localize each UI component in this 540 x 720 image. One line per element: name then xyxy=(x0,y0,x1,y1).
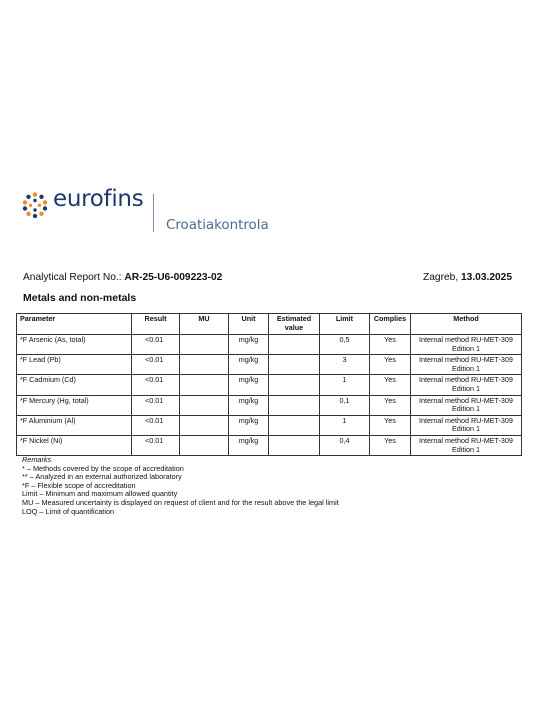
report-number: AR-25-U6-009223-02 xyxy=(124,272,223,283)
cell-complies: Yes xyxy=(370,375,411,395)
cell-limit: 1 xyxy=(320,415,370,435)
cell-method xyxy=(411,335,522,355)
cell-parameter: *F Cadmium (Cd) xyxy=(17,375,132,395)
table-header-row xyxy=(17,314,522,335)
col-header-mu: MU xyxy=(180,314,229,335)
cell-mu xyxy=(180,395,229,415)
method-name: Internal method RU-MET-309 xyxy=(419,375,513,385)
table-row xyxy=(17,435,522,455)
cell-estimated xyxy=(269,435,320,455)
cell-method xyxy=(411,415,522,435)
brand-name: eurofins xyxy=(53,186,144,212)
report-date-line xyxy=(423,272,512,283)
report-number-label: Analytical Report No.: xyxy=(23,272,125,283)
cell-estimated xyxy=(269,375,320,395)
table-row xyxy=(17,355,522,375)
section-title: Metals and non-metals xyxy=(23,292,137,304)
logo-divider xyxy=(153,194,154,232)
remark-line: *F – Flexible scope of accreditation xyxy=(22,480,136,490)
cell-parameter: *F Arsenic (As, total) xyxy=(17,335,132,355)
cell-complies: Yes xyxy=(370,415,411,435)
col-header-result: Result xyxy=(132,314,180,335)
table-row xyxy=(17,375,522,395)
cell-method xyxy=(411,395,522,415)
remark-line: LOQ – Limit of quantification xyxy=(22,506,115,516)
method-edition: Edition 1 xyxy=(452,424,480,434)
cell-result: <0.01 xyxy=(132,375,180,395)
remark-line: MU – Measured uncertainty is displayed on request of client and for the result above the legal limit xyxy=(22,497,339,507)
cell-parameter: *F Mercury (Hg, total) xyxy=(17,395,132,415)
remarks-section xyxy=(22,456,339,516)
col-header-estimated: Estimated value xyxy=(269,314,320,335)
results-table xyxy=(16,313,522,456)
cell-unit: mg/kg xyxy=(229,415,269,435)
cell-estimated xyxy=(269,355,320,375)
eurofins-logo xyxy=(22,186,322,238)
col-header-limit: Limit xyxy=(320,314,370,335)
cell-mu xyxy=(180,355,229,375)
cell-limit: 0,4 xyxy=(320,435,370,455)
cell-limit: 1 xyxy=(320,375,370,395)
cell-complies: Yes xyxy=(370,395,411,415)
method-name: Internal method RU-MET-309 xyxy=(419,335,513,344)
cell-unit: mg/kg xyxy=(229,335,269,355)
cell-result: <0.01 xyxy=(132,415,180,435)
cell-method xyxy=(411,355,522,375)
cell-limit: 0,1 xyxy=(320,395,370,415)
col-header-method: Method xyxy=(411,314,522,335)
cell-parameter: *F Aluminium (Al) xyxy=(17,415,132,435)
remarks-title: Remarks xyxy=(22,455,52,464)
method-name: Internal method RU-MET-309 xyxy=(419,435,513,445)
cell-result: <0.01 xyxy=(132,355,180,375)
eurofins-dots-icon xyxy=(22,192,48,218)
cell-complies: Yes xyxy=(370,435,411,455)
method-name: Internal method RU-MET-309 xyxy=(419,415,513,425)
method-edition: Edition 1 xyxy=(452,404,480,414)
report-number-line xyxy=(23,272,222,283)
method-edition: Edition 1 xyxy=(452,444,480,454)
cell-unit: mg/kg xyxy=(229,435,269,455)
cell-unit: mg/kg xyxy=(229,355,269,375)
report-date: 13.03.2025 xyxy=(461,272,512,283)
table-row xyxy=(17,395,522,415)
cell-estimated xyxy=(269,335,320,355)
cell-estimated xyxy=(269,415,320,435)
cell-result: <0.01 xyxy=(132,335,180,355)
cell-complies: Yes xyxy=(370,335,411,355)
cell-complies: Yes xyxy=(370,355,411,375)
cell-unit: mg/kg xyxy=(229,395,269,415)
cell-method xyxy=(411,375,522,395)
cell-parameter: *F Lead (Pb) xyxy=(17,355,132,375)
method-edition: Edition 1 xyxy=(452,363,480,373)
cell-result: <0.01 xyxy=(132,395,180,415)
cell-result: <0.01 xyxy=(132,435,180,455)
cell-mu xyxy=(180,415,229,435)
remark-line: Limit – Minimum and maximum allowed quantity xyxy=(22,489,178,499)
method-edition: Edition 1 xyxy=(452,383,480,393)
report-place: Zagreb, xyxy=(423,272,461,283)
cell-parameter: *F Nickel (Ni) xyxy=(17,435,132,455)
method-name: Internal method RU-MET-309 xyxy=(419,395,513,405)
method-name: Internal method RU-MET-309 xyxy=(419,355,513,365)
col-header-complies: Complies xyxy=(370,314,411,335)
table-row xyxy=(17,335,522,355)
cell-mu xyxy=(180,435,229,455)
cell-limit: 3 xyxy=(320,355,370,375)
cell-unit: mg/kg xyxy=(229,375,269,395)
col-header-unit: Unit xyxy=(229,314,269,335)
col-header-parameter: Parameter xyxy=(17,314,132,335)
remark-line: * – Methods covered by the scope of accreditation xyxy=(22,463,184,473)
cell-limit: 0,5 xyxy=(320,335,370,355)
sub-brand-name: Croatiakontrola xyxy=(166,218,269,233)
table-row xyxy=(17,415,522,435)
remark-line: ** – Analyzed in an external authorized laboratory xyxy=(22,472,182,482)
method-edition: Edition 1 xyxy=(452,343,480,353)
cell-mu xyxy=(180,375,229,395)
cell-mu xyxy=(180,335,229,355)
cell-estimated xyxy=(269,395,320,415)
cell-method xyxy=(411,435,522,455)
